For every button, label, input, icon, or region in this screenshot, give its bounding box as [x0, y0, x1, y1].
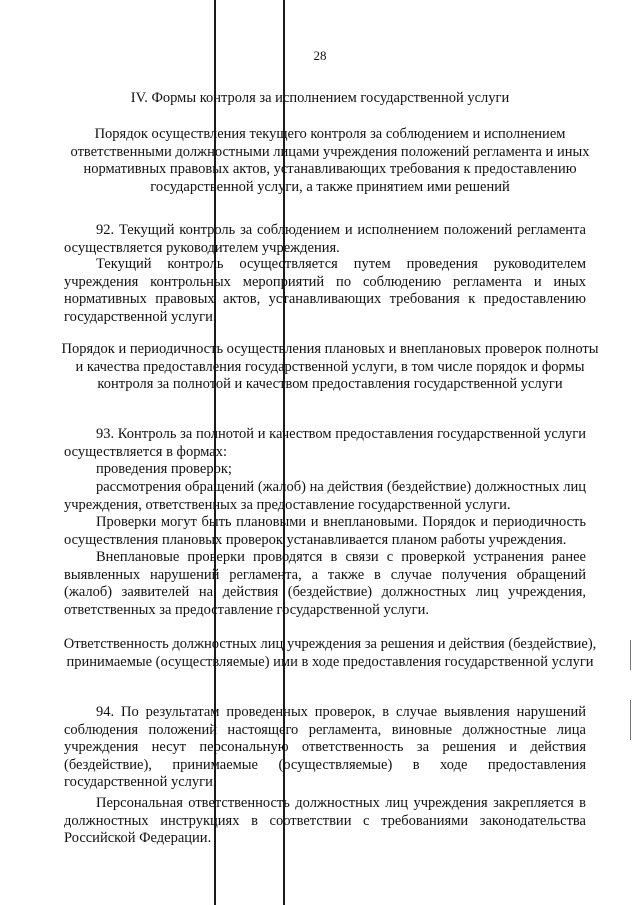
paragraph-94-continued: Персональная ответственность должностных лиц учреждения закрепляется в должностных инструкциях в соответствии с требованиями законодательства Российской Федерации. — [64, 795, 586, 847]
subsection-heading-responsibility: Ответственность должностных лиц учреждения за решения и действия (бездействие), принимаемые (осуществляемые) ими в ходе предоставления государственной услуги — [63, 636, 597, 670]
paragraph-93-item-1: проведения проверок; — [96, 461, 232, 477]
scan-mark — [630, 700, 631, 740]
page-number: 28 — [313, 48, 327, 63]
scan-mark — [630, 640, 631, 670]
paragraph-92: 92. Текущий контроль за соблюдением и исполнением положений регламента осуществляется руководителем учреждения. — [64, 222, 586, 256]
paragraph-93-item-2: рассмотрения обращений (жалоб) на действия (бездействие) должностных лиц учреждения, ответственных за предоставление государственной услуги. — [64, 479, 586, 513]
paragraph-94: 94. По результатам проведенных проверок, в случае выявления нарушений соблюдения положений настоящего регламента, виновные должностные лица учреждения несут персональную ответственность за решения и действия (бездействие), принимаемые (осуществляемые) в ходе предоставления государственной услуги. — [64, 704, 586, 791]
subsection-heading-inspections: Порядок и периодичность осуществления плановых и внеплановых проверок полноты и качества предоставления государственной услуги, в том числе порядок и формы контроля за полнотой и качеством предоставления государственной услуги — [61, 341, 599, 393]
subsection-heading-current-control: Порядок осуществления текущего контроля за соблюдением и исполнением ответственными должностными лицами учреждения положений регламента и иных нормативных правовых актов, устанавливающих требования к предоставлению государственной услуги, а также принятием ими решений — [70, 126, 590, 195]
paragraph-92-continued: Текущий контроль осуществляется путем проведения руководителем учреждения контрольных мероприятий по соблюдению регламента и иных нормативных правовых актов, устанавливающих требования к предоставлению государственной услуги. — [64, 256, 586, 325]
paragraph-93-unscheduled: Внеплановые проверки проводятся в связи с проверкой устранения ранее выявленных нарушений регламента, а также в случае получения обращений (жалоб) заявителей на действия (бездействие) должностных лиц учреждения, ответственных за предоставление государственной услуги. — [64, 549, 586, 618]
paragraph-93-scheduled: Проверки могут быть плановыми и внеплановыми. Порядок и периодичность осуществления плановых проверок устанавливается планом работы учреждения. — [64, 514, 586, 548]
paragraph-93: 93. Контроль за полнотой и качеством предоставления государственной услуги осуществляется в формах: — [64, 426, 586, 460]
section-title: IV. Формы контроля за исполнением государственной услуги — [130, 90, 510, 106]
